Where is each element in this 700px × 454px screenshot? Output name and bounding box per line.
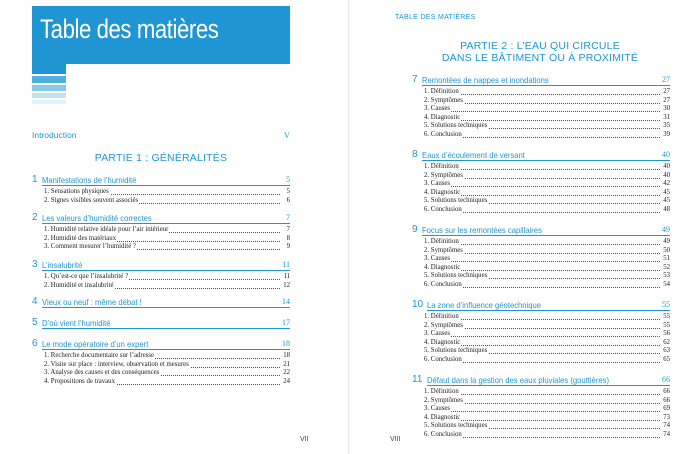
section-label: 6. Conclusion <box>424 205 462 213</box>
section-label-wrap <box>44 352 155 361</box>
running-head: TABLE DES MATIÈRES <box>395 14 476 21</box>
section-label-wrap <box>424 281 463 290</box>
section-label: 3. Causes <box>424 405 451 413</box>
section-label-wrap <box>424 264 461 273</box>
section-label-wrap <box>424 172 464 181</box>
section-entry[interactable] <box>412 397 670 406</box>
section-list <box>412 163 670 215</box>
section-label: 2. Symptômes <box>424 396 463 404</box>
part-title <box>430 40 650 64</box>
chapter-page: 7 <box>286 213 290 222</box>
decorative-stripe <box>32 85 66 91</box>
chapter-number: 2 <box>32 212 38 223</box>
chapter-heading[interactable] <box>412 74 670 86</box>
chapter-heading[interactable] <box>32 317 290 329</box>
section-label: 3. Comment mesurer l’humidité ? <box>44 243 136 251</box>
section-entry[interactable] <box>412 247 670 256</box>
section-page: 63 <box>663 347 670 355</box>
chapter-entry[interactable] <box>412 299 670 365</box>
section-page: 53 <box>663 272 670 280</box>
chapter-entry[interactable] <box>32 296 290 308</box>
section-entry[interactable] <box>32 188 290 197</box>
section-page: 66 <box>663 388 670 395</box>
chapter-entry[interactable] <box>412 374 670 440</box>
section-label-wrap <box>424 347 488 356</box>
section-entry[interactable] <box>412 97 670 106</box>
decorative-stripe <box>32 64 66 74</box>
chapter-page: 11 <box>282 260 290 269</box>
section-label-wrap <box>424 180 451 189</box>
section-label-wrap <box>44 197 139 206</box>
section-list <box>32 188 290 205</box>
chapter-page: 55 <box>662 300 670 309</box>
chapter-rule <box>427 385 670 386</box>
section-page: 7 <box>286 226 290 233</box>
section-page: 24 <box>283 377 290 385</box>
chapter-title: Focus sur les remontées capillaires <box>422 225 542 235</box>
section-entry[interactable] <box>412 272 670 281</box>
chapter-heading[interactable] <box>32 212 290 224</box>
chapter-heading[interactable] <box>412 374 670 386</box>
section-page: 69 <box>663 405 670 413</box>
section-label: 3. Causes <box>424 180 451 188</box>
chapter-rule <box>422 235 670 236</box>
chapter-entry[interactable] <box>32 317 290 329</box>
section-label-wrap <box>424 189 461 198</box>
section-page: 51 <box>663 255 670 263</box>
section-entry[interactable] <box>412 114 670 123</box>
section-page: 55 <box>663 321 670 329</box>
part-title-line2: DANS LE BÂTIMENT OU À PROXIMITÉ <box>441 52 639 64</box>
section-entry[interactable] <box>412 122 670 131</box>
section-page: 65 <box>663 355 670 363</box>
section-entry[interactable] <box>32 273 290 282</box>
section-page: 49 <box>663 238 670 245</box>
chapter-number: 7 <box>412 74 418 85</box>
section-page: 21 <box>283 360 290 368</box>
section-page: 40 <box>663 171 670 179</box>
section-entry[interactable] <box>412 322 670 331</box>
section-label-wrap <box>424 339 461 348</box>
section-label-wrap <box>424 272 488 281</box>
section-entry[interactable] <box>412 189 670 198</box>
chapter-number: 3 <box>32 259 38 270</box>
section-label: 2. Humidité et insalubrité <box>44 281 114 289</box>
section-entry[interactable] <box>412 172 670 181</box>
chapter-rule <box>422 160 670 161</box>
section-label-wrap <box>424 405 451 414</box>
section-entry[interactable] <box>412 238 670 247</box>
section-label: 3. Causes <box>424 255 451 263</box>
section-label: 5. Solutions techniques <box>424 347 488 355</box>
chapter-entry[interactable] <box>32 259 290 290</box>
section-label-wrap <box>424 356 463 365</box>
chapter-rule <box>42 349 290 350</box>
section-label-wrap <box>424 122 488 131</box>
chapter-heading[interactable] <box>412 149 670 161</box>
section-label: 3. Causes <box>424 105 451 113</box>
section-label-wrap <box>44 243 137 252</box>
chapter-number: 5 <box>32 317 38 328</box>
chapter-heading[interactable] <box>32 338 290 350</box>
section-entry[interactable] <box>412 255 670 264</box>
chapter-title: Défaut dans la gestion des eaux pluviales (gouttières) <box>427 375 610 385</box>
chapter-page: 18 <box>282 339 290 348</box>
chapter-title: Vieux ou neuf : même débat ! <box>42 297 142 307</box>
chapter-heading[interactable] <box>32 174 290 186</box>
section-label-wrap <box>44 369 160 378</box>
chapter-title: Eaux d’écoulement de versant <box>422 150 525 160</box>
section-label-wrap <box>424 322 464 331</box>
section-page: 45 <box>663 197 670 205</box>
section-page: 55 <box>663 313 670 320</box>
chapter-title: Remontées de nappes et inondations <box>422 75 549 85</box>
chapter-number: 10 <box>412 299 424 310</box>
section-label: 3. Causes <box>424 330 451 338</box>
dot-leader <box>424 411 660 412</box>
section-label: 2. Visite sur place : interview, observation et mesures <box>44 360 189 368</box>
part-title: PARTIE 1 : GÉNÉRALITÉS <box>94 152 228 164</box>
section-label: 6. Conclusion <box>424 130 462 138</box>
chapter-title: L’insalubrité <box>42 260 83 270</box>
chapter-rule <box>42 328 290 329</box>
section-entry[interactable] <box>412 88 670 97</box>
section-entry[interactable] <box>412 206 670 215</box>
chapter-rule <box>42 270 290 271</box>
chapter-page: 27 <box>662 75 670 84</box>
section-entry[interactable] <box>412 281 670 290</box>
section-label: 6. Conclusion <box>424 355 462 363</box>
section-list <box>32 273 290 290</box>
chapter-page: 5 <box>286 175 290 184</box>
decorative-stripe <box>32 100 66 104</box>
section-label-wrap <box>424 388 460 397</box>
section-label: 1. Qu’est-ce que l’insalubrité ? <box>44 273 128 280</box>
chapter-number: 8 <box>412 149 418 160</box>
dot-leader <box>424 186 660 187</box>
chapter-number: 6 <box>32 338 38 349</box>
section-list <box>32 352 290 386</box>
chapter-number: 1 <box>32 174 38 185</box>
page-number: VIII <box>390 436 401 443</box>
chapter-number: 4 <box>32 296 38 307</box>
chapter-rule <box>422 85 670 86</box>
chapter-title: Le mode opératoire d’un expert <box>42 339 149 349</box>
section-entry[interactable] <box>412 388 670 397</box>
section-entry[interactable] <box>32 361 290 370</box>
chapter-page: 40 <box>662 150 670 159</box>
section-label-wrap <box>44 282 114 291</box>
section-entry[interactable] <box>412 131 670 140</box>
section-label-wrap <box>424 255 451 264</box>
section-label-wrap <box>44 235 117 244</box>
section-page: 42 <box>663 180 670 188</box>
decorative-stripe <box>32 76 66 83</box>
section-label: 4. Propositions de travaux <box>44 377 115 385</box>
section-label: 6. Conclusion <box>424 280 462 288</box>
right-page <box>350 0 700 454</box>
section-entry[interactable] <box>412 330 670 339</box>
section-entry[interactable] <box>412 339 670 348</box>
chapter-heading[interactable] <box>32 259 290 271</box>
section-label-wrap <box>424 414 461 423</box>
section-label: 2. Symptômes <box>424 321 463 329</box>
chapter-rule <box>42 185 290 186</box>
section-page: 22 <box>283 369 290 377</box>
decorative-stripe <box>32 93 66 98</box>
section-label: 5. Solutions techniques <box>424 272 488 280</box>
section-label: 5. Solutions techniques <box>424 197 488 205</box>
intro-label: Introduction <box>32 130 77 140</box>
section-label-wrap <box>424 97 464 106</box>
dot-leader <box>424 336 660 337</box>
chapter-entry[interactable] <box>32 338 290 386</box>
section-label: 1. Définition <box>424 88 459 95</box>
section-label: 2. Symptômes <box>424 96 463 104</box>
section-label: 3. Analyse des causes et des conséquences <box>44 369 160 377</box>
section-label-wrap <box>424 431 463 440</box>
section-page: 66 <box>663 396 670 404</box>
section-page: 18 <box>283 352 290 359</box>
section-entry[interactable] <box>32 197 290 206</box>
chapter-number: 9 <box>412 224 418 235</box>
section-label-wrap <box>424 206 463 215</box>
section-label: 4. Diagnostic <box>424 263 461 271</box>
section-page: 39 <box>663 130 670 138</box>
section-entry[interactable] <box>32 378 290 387</box>
section-page: 31 <box>663 113 670 121</box>
section-label: 5. Solutions techniques <box>424 122 488 130</box>
chapter-entry[interactable] <box>32 212 290 252</box>
section-list <box>412 313 670 365</box>
dot-leader <box>424 111 660 112</box>
chapter-heading[interactable] <box>412 224 670 236</box>
section-label: 1. Sensations physiques <box>44 188 109 195</box>
chapter-title: D’où vient l’humidité <box>42 318 111 328</box>
chapter-rule <box>427 310 670 311</box>
section-label-wrap <box>424 397 464 406</box>
chapter-page: 66 <box>662 375 670 384</box>
section-label: 6. Conclusion <box>424 430 462 438</box>
chapter-title: Manifestations de l’humidité <box>42 175 137 185</box>
chapter-page: 14 <box>282 297 290 306</box>
section-page: 48 <box>663 205 670 213</box>
section-entry[interactable] <box>412 264 670 273</box>
section-label-wrap <box>44 378 116 387</box>
section-label: 2. Humidité des matériaux <box>44 234 117 242</box>
page-number: VII <box>300 436 309 443</box>
section-label: 1. Définition <box>424 388 459 395</box>
chapter-number: 11 <box>412 374 423 385</box>
section-entry[interactable] <box>412 405 670 414</box>
section-entry[interactable] <box>412 414 670 423</box>
section-page: 73 <box>663 413 670 421</box>
section-entry[interactable] <box>412 313 670 322</box>
chapter-entry[interactable] <box>32 174 290 205</box>
section-list <box>412 238 670 290</box>
section-entry[interactable] <box>412 163 670 172</box>
chapter-page: 17 <box>282 318 290 327</box>
section-entry[interactable] <box>412 197 670 206</box>
section-label: 4. Diagnostic <box>424 113 461 121</box>
section-entry[interactable] <box>412 356 670 365</box>
section-label-wrap <box>424 238 460 247</box>
section-label-wrap <box>424 197 488 206</box>
section-list <box>412 388 670 440</box>
section-page: 11 <box>283 273 290 280</box>
section-label-wrap <box>424 88 460 97</box>
chapter-rule <box>42 307 290 308</box>
section-label: 4. Diagnostic <box>424 413 461 421</box>
section-page: 50 <box>663 246 670 254</box>
section-page: 40 <box>663 163 670 170</box>
section-label-wrap <box>424 313 460 322</box>
section-entry[interactable] <box>412 105 670 114</box>
section-page: 62 <box>663 338 670 346</box>
section-page: 5 <box>286 188 290 195</box>
section-label: 5. Solutions techniques <box>424 422 488 430</box>
section-page: 6 <box>286 196 290 204</box>
section-page: 35 <box>663 122 670 130</box>
section-page: 56 <box>663 330 670 338</box>
section-entry[interactable] <box>412 180 670 189</box>
section-label-wrap <box>424 247 464 256</box>
section-page: 45 <box>663 188 670 196</box>
section-page: 54 <box>663 280 670 288</box>
section-page: 9 <box>286 243 290 251</box>
chapter-title: Les valeurs d’humidité correctes <box>42 213 152 223</box>
section-entry[interactable] <box>412 422 670 431</box>
section-list <box>32 226 290 252</box>
section-label: 1. Définition <box>424 163 459 170</box>
section-page: 74 <box>663 422 670 430</box>
section-label: 4. Diagnostic <box>424 188 461 196</box>
dot-leader <box>424 261 660 262</box>
section-label-wrap <box>424 131 463 140</box>
chapter-heading[interactable] <box>412 299 670 311</box>
chapter-rule <box>42 223 290 224</box>
section-page: 52 <box>663 263 670 271</box>
page-title: Table des matières <box>40 14 219 44</box>
chapter-entry[interactable] <box>412 74 670 140</box>
intro-page: V <box>283 130 290 140</box>
chapter-title: La zone d’influence géotechnique <box>427 300 542 310</box>
section-label-wrap <box>44 361 190 370</box>
section-entry[interactable] <box>32 243 290 252</box>
section-label-wrap <box>44 226 169 235</box>
chapter-page: 49 <box>662 225 670 234</box>
section-label: 1. Humidité relative idéale pour l’air intérieur <box>44 226 169 233</box>
section-label-wrap <box>424 330 451 339</box>
section-label: 1. Définition <box>424 313 459 320</box>
section-label-wrap <box>424 422 488 431</box>
section-page: 12 <box>283 281 290 289</box>
section-entry[interactable] <box>32 282 290 291</box>
section-label-wrap <box>44 273 129 282</box>
section-label: 1. Définition <box>424 238 459 245</box>
section-page: 27 <box>663 88 670 95</box>
section-page: 8 <box>286 234 290 242</box>
section-label: 4. Diagnostic <box>424 338 461 346</box>
section-list <box>412 88 670 140</box>
chapter-entry[interactable] <box>412 224 670 290</box>
section-label: 2. Symptômes <box>424 171 463 179</box>
section-label: 2. Signes visibles souvent associés <box>44 196 139 204</box>
section-label: 2. Symptômes <box>424 246 463 254</box>
section-entry[interactable] <box>412 347 670 356</box>
section-entry[interactable] <box>32 235 290 244</box>
chapter-entry[interactable] <box>412 149 670 215</box>
chapter-heading[interactable] <box>32 296 290 308</box>
section-label-wrap <box>424 105 451 114</box>
section-entry[interactable] <box>32 226 290 235</box>
section-label-wrap <box>44 188 110 197</box>
section-page: 27 <box>663 96 670 104</box>
section-label-wrap <box>424 114 461 123</box>
section-page: 30 <box>663 105 670 113</box>
intro-entry[interactable] <box>32 130 290 140</box>
section-entry[interactable] <box>32 352 290 361</box>
section-label: 1. Recherche documentaire sur l’adresse <box>44 352 155 359</box>
section-page: 74 <box>663 430 670 438</box>
section-entry[interactable] <box>412 431 670 440</box>
section-label-wrap <box>424 163 460 172</box>
part-title-line1: PARTIE 2 : L’EAU QUI CIRCULE <box>460 40 620 52</box>
section-entry[interactable] <box>32 369 290 378</box>
